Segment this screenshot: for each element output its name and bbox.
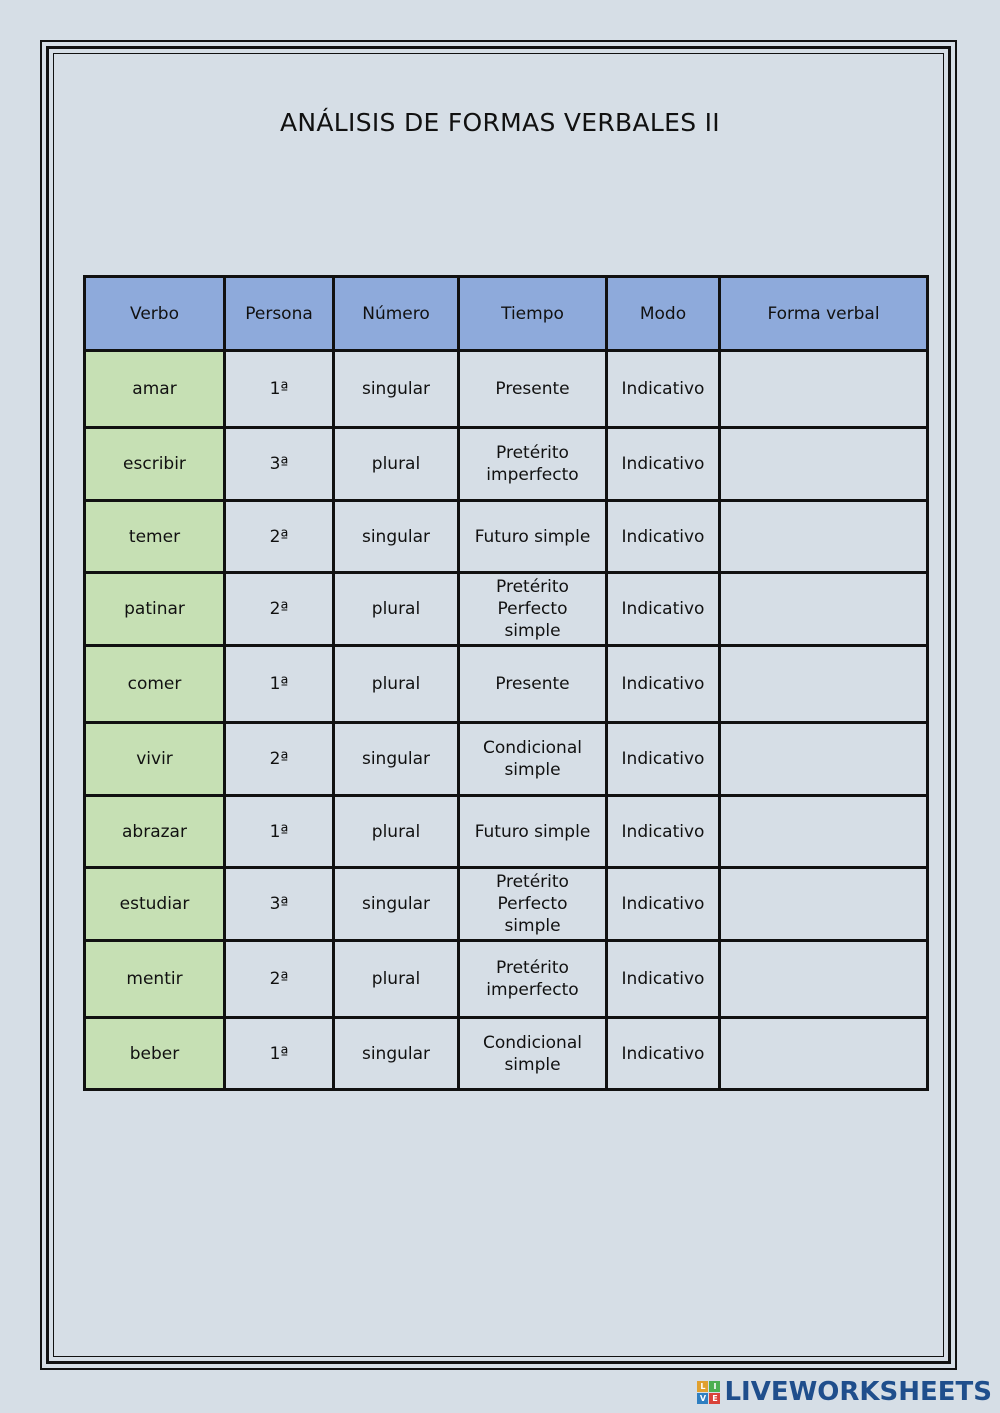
- cell-verbo: temer: [85, 501, 225, 573]
- header-numero: Número: [334, 277, 459, 351]
- page-title: ANÁLISIS DE FORMAS VERBALES II: [280, 108, 720, 137]
- liveworksheets-mark-icon: L I V E: [697, 1381, 720, 1404]
- tiempo-line: simple: [504, 760, 561, 780]
- forma-verbal-answer-field[interactable]: [720, 501, 928, 573]
- cell-persona: 3ª: [225, 868, 334, 941]
- cell-persona: 2ª: [225, 941, 334, 1018]
- cell-verbo: comer: [85, 646, 225, 723]
- table-row: [85, 501, 928, 573]
- cell-tiempo: [459, 1018, 607, 1090]
- tiempo-line: Condicional: [483, 738, 582, 758]
- cell-numero: plural: [334, 941, 459, 1018]
- table-body: [85, 351, 928, 1090]
- cell-tiempo: [459, 646, 607, 723]
- cell-modo: Indicativo: [607, 723, 720, 796]
- cell-modo: Indicativo: [607, 351, 720, 428]
- forma-verbal-answer-field[interactable]: [720, 646, 928, 723]
- cell-modo: Indicativo: [607, 868, 720, 941]
- table-row: [85, 796, 928, 868]
- cell-numero: singular: [334, 351, 459, 428]
- tiempo-line: Presente: [495, 674, 570, 694]
- cell-numero: plural: [334, 796, 459, 868]
- cell-numero: singular: [334, 723, 459, 796]
- cell-persona: 1ª: [225, 351, 334, 428]
- cell-verbo: abrazar: [85, 796, 225, 868]
- forma-verbal-answer-field[interactable]: [720, 351, 928, 428]
- forma-verbal-answer-field[interactable]: [720, 428, 928, 501]
- cell-numero: plural: [334, 646, 459, 723]
- table-row: [85, 1018, 928, 1090]
- cell-tiempo: [459, 941, 607, 1018]
- cell-verbo: vivir: [85, 723, 225, 796]
- cell-numero: singular: [334, 868, 459, 941]
- tiempo-line: Pretérito: [496, 443, 569, 463]
- forma-verbal-answer-field[interactable]: [720, 941, 928, 1018]
- forma-verbal-answer-field[interactable]: [720, 1018, 928, 1090]
- cell-modo: Indicativo: [607, 501, 720, 573]
- table-row: [85, 351, 928, 428]
- cell-persona: 2ª: [225, 573, 334, 646]
- cell-modo: Indicativo: [607, 941, 720, 1018]
- cell-persona: 1ª: [225, 796, 334, 868]
- forma-verbal-answer-field[interactable]: [720, 796, 928, 868]
- cell-persona: 3ª: [225, 428, 334, 501]
- cell-tiempo: [459, 868, 607, 941]
- cell-tiempo: [459, 573, 607, 646]
- header-modo: Modo: [607, 277, 720, 351]
- cell-persona: 1ª: [225, 1018, 334, 1090]
- forma-verbal-answer-field[interactable]: [720, 868, 928, 941]
- header-tiempo: Tiempo: [459, 277, 607, 351]
- cell-verbo: beber: [85, 1018, 225, 1090]
- tiempo-line: simple: [504, 1054, 561, 1075]
- header-forma-verbal: Forma verbal: [720, 277, 928, 351]
- tiempo-line: Pretérito: [496, 577, 569, 597]
- forma-verbal-answer-field[interactable]: [720, 573, 928, 646]
- cell-persona: 2ª: [225, 501, 334, 573]
- liveworksheets-logo: [697, 1377, 992, 1407]
- cell-modo: Indicativo: [607, 1018, 720, 1090]
- cell-tiempo: [459, 428, 607, 501]
- tiempo-line: Pretérito: [496, 872, 569, 892]
- tiempo-line: Futuro simple: [474, 526, 591, 547]
- table-row: [85, 723, 928, 796]
- cell-modo: Indicativo: [607, 646, 720, 723]
- cell-verbo: escribir: [85, 428, 225, 501]
- cell-modo: Indicativo: [607, 428, 720, 501]
- tiempo-line: Presente: [495, 379, 570, 399]
- tiempo-line: imperfecto: [486, 980, 579, 1000]
- tiempo-line: Perfecto: [497, 599, 568, 619]
- forma-verbal-answer-field[interactable]: [720, 723, 928, 796]
- cell-modo: Indicativo: [607, 573, 720, 646]
- cell-verbo: patinar: [85, 573, 225, 646]
- table-header-row: [85, 277, 928, 351]
- cell-verbo: mentir: [85, 941, 225, 1018]
- tiempo-line: simple: [504, 916, 561, 936]
- cell-numero: singular: [334, 1018, 459, 1090]
- tiempo-line: Pretérito: [496, 958, 569, 978]
- cell-tiempo: [459, 723, 607, 796]
- table-row: [85, 941, 928, 1018]
- cell-tiempo: [459, 351, 607, 428]
- table-row: [85, 868, 928, 941]
- tiempo-line: Condicional: [483, 1032, 582, 1053]
- cell-numero: plural: [334, 573, 459, 646]
- cell-verbo: amar: [85, 351, 225, 428]
- table-row: [85, 573, 928, 646]
- cell-numero: singular: [334, 501, 459, 573]
- liveworksheets-wordmark: LIVEWORKSHEETS: [724, 1377, 992, 1407]
- header-verbo: Verbo: [85, 277, 225, 351]
- tiempo-line: simple: [504, 621, 561, 641]
- verb-analysis-table: [83, 275, 929, 1091]
- cell-tiempo: [459, 501, 607, 573]
- cell-verbo: estudiar: [85, 868, 225, 941]
- tiempo-line: imperfecto: [486, 465, 579, 485]
- tiempo-line: Perfecto: [497, 894, 568, 914]
- table-row: [85, 428, 928, 501]
- header-persona: Persona: [225, 277, 334, 351]
- cell-modo: Indicativo: [607, 796, 720, 868]
- tiempo-line: Futuro simple: [474, 821, 591, 842]
- cell-numero: plural: [334, 428, 459, 501]
- table-row: [85, 646, 928, 723]
- cell-persona: 1ª: [225, 646, 334, 723]
- cell-tiempo: [459, 796, 607, 868]
- cell-persona: 2ª: [225, 723, 334, 796]
